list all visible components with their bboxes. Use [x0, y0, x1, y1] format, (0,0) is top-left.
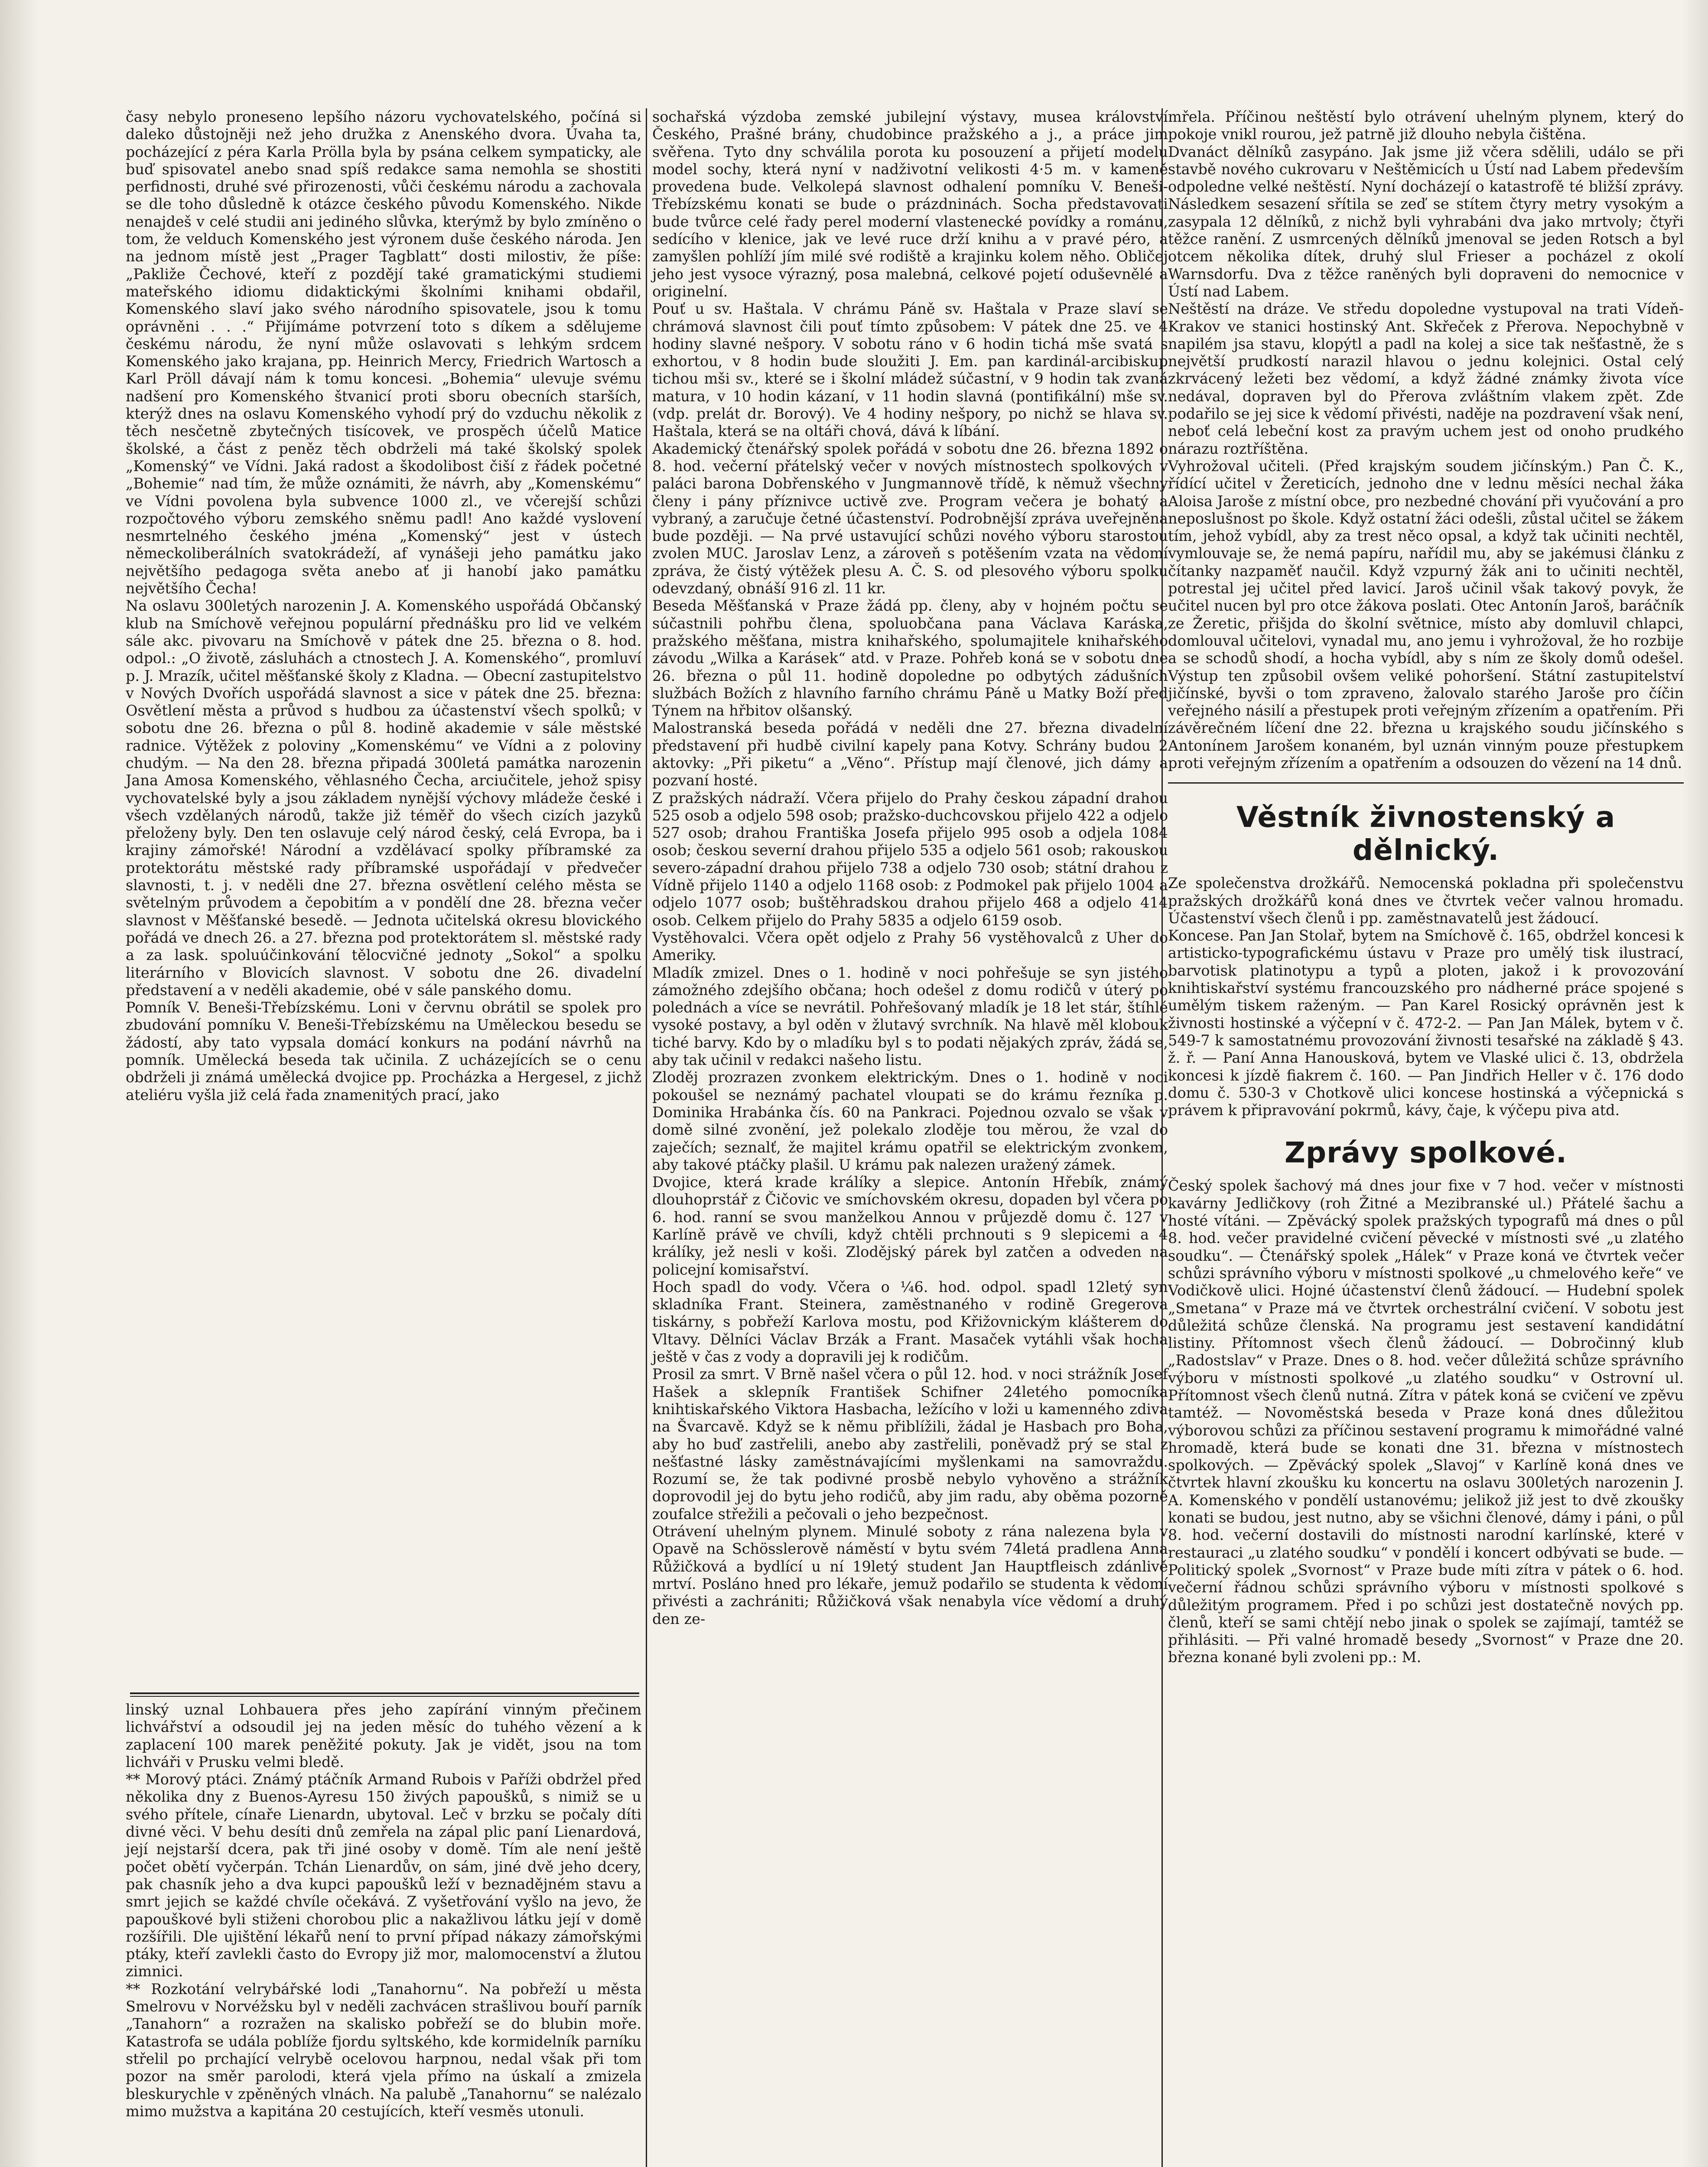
column-3 — [1168, 108, 1684, 1666]
section-heading: Věstník živnostenský a dělnický. — [1236, 800, 1616, 867]
article-text: Zloděj prozrazen zvonkem elektrickým. Dnes o 1. hodině v noci pokoušel se neznámý pachatel vloupati se do krámu řezníka p. Dominika Hrabánka čís. 60 na Pankraci. Pojednou ozvalo se však v domě silné zvonění, jež polekalo zloděje tou měrou, že vzal do zaječích; seznalť, že majitel krámu opatřil se elektrickým zvonkem, aby takové ptáčky plašil. U krámu pak nalezen uražený zámek. — [652, 1069, 1168, 1173]
article-text: časy nebylo proneseno lepšího názoru vychovatelského, počíná si daleko důstojněji než jeho družka z Anenského dvora. Úvaha ta, pocházející z péra Karla Prölla byla by psána celkem sympaticky, ale buď spisovatel anebo snad spíš redakce sama nemohla se shostiti perfidnosti, druhé své přirozenosti, vůči českému národu a zachovala se dle toho důsledně k otázce českého původu Komenského. Nikde nenajdeš v celé studii ani jediného slůvka, kterýmž by bylo zmíněno o tom, že velduch Komenského jest výronem duše českého národa. Jen na jednom místě jest „Prager Tagblatt“ dosti milostiv, že píše: „Pakliže Čechové, kteří z pozdějí také gramatickými studiemi mateřského idiomu didaktickými školními knihami obdařil, Komenského slaví jako svého národního spisovatele, jsou k tomu oprávněni . . .“ Přijímáme potvrzení toto s díkem a sdělujeme českému národu, že nyní může oslavovati s lehkým srdcem Komenského jako krajana, pp. Heinrich Mercy, Friedrich Wartosch a Karl Pröll dávají nám k tomu koncesi. „Bohemia“ ulevuje svému nadšení pro Komenského štvanicí proti sboru obecních starších, kterýž dnes na oslavu Komenského vyhodí prý do vzduchu několik z těch nesčetně zbytečných tisícovek, ve prospěch účelů Matice školské, a část z peněz těch obdrželi má také školský spolek „Komenský“ ve Vídni. Jaká radost a škodolibost čiší z řádek početné „Bohemie“ nad tím, že může oznámiti, že návrh, aby „Komenskému“ ve Vídni povolena byla subvence 1000 zl., ve včerejší schůzi rozpočtového výboru zemského sněmu padl! Ano každé vyslovení nesmrtelného českého jména „Komenský“ jest v ústech německoliberálních svatokrádeží, af vynášeji jeho památku jako největšího pedagoga světa anebo ať ji hanobí jako památku největšího Čecha! — [126, 108, 641, 597]
article-text: Pomník V. Beneši-Třebízskému. Loni v červnu obrátil se spolek pro zbudování pomníku V. Beneši-Třebízskému na Uměleckou besedu se žádostí, aby tato vypsala domácí konkurs na podání návrhů na pomník. Umělecká beseda tak učinila. Z ucházejících se o cenu obdrželi ji známá umělecká dvojice pp. Procházka a Hergesel, z jichž ateliéru vyšla již celá řada znamenitých prací, jako — [126, 999, 641, 1103]
article-text: Prosil za smrt. V Brně našel včera o půl 12. hod. v noci strážník Josef Hašek a sklepník František Schifner 24letého pomocníka knihtiskařského Viktora Hasbacha, ležícího v loži u kamenného zdiva na Švarcavě. Když se k němu přiblížili, žádal je Hasbach pro Boha, aby ho buď zastřelili, anebo aby zastřelili, poněvadž prý se stal z nešťastné lásky zaměstnávajícími myšlenkami na samovraždu. Rozumí se, že tak podivné prosbě nebylo vyhověno a strážník doprovodil jej do bytu jeho rodičů, aby jim radu, aby oběma pozorně zoufalce střežili a pečovali o jeho bezpečnost. — [652, 1366, 1168, 1523]
article-text: Dvojice, která krade králíky a slepice. Antonín Hřebík, známý dlouhoprstář z Čičovic ve smíchovském okresu, dopaden byl včera po 6. hod. ranní se svou manželkou Annou v průjezdě domu č. 127 v Karlíně právě ve chvíli, když chtěli prchnouti s 9 slepicemi a 4 králíky, jež nesli v koši. Zlodějský párek byl zatčen a odveden na policejní komisařství. — [652, 1174, 1168, 1278]
article-text: Dvanáct dělníků zasypáno. Jak jsme již včera sdělili, událo se při stavbě nového cukrovaru v Neštěmicích u Ústí nad Labem především odpoledne velké neštěstí. Nyní docházejí o katastrofě té bližší zprávy. Následkem sesazení sřítila se zeď se stítem čtyry metry vysokým a zasypala 12 dělníků, z nichž byli vyhrabáni dva jako mrtvoly; čtyři těžce ranění. Z usmrcených dělníků jmenoval se jeden Rotsch a byl otcem několika dítek, druhý slul Frieser a pocházel z okolí Warnsdorfu. Dva z těžce raněných byli dopraveni do nemocnice v Ústí nad Labem. — [1168, 143, 1684, 300]
article-text: Koncese. Pan Jan Stolař, bytem na Smíchově č. 165, obdržel koncesi k artisticko-typografickému ústavu v Praze pro umělý tisk ilustrací, barvotisk platinotypu a typů a ploten, jakož i k provozování knihtiskařství systému francouzského pro nádherné práce spojené s umělým tiskem raženým. — Pan Karel Rosický oprávněn jest k živnosti hostinské a výčepní v č. 472-2. — Pan Jan Málek, bytem v č. 549-7 k samostatnému provozování živnosti tesařské na základě § 43. ž. ř. — Paní Anna Hanousková, bytem ve Vlaské ulici č. 13, obdržela koncesi k jízdě fiakrem č. 160. — Pan Jindřich Heller v č. 176 dodo domu č. 530-3 v Chotkově ulici koncese hostinská a výčepnická s právem k připravování pokrmů, kávy, čaje, k výčepu piva atd. — [1168, 927, 1684, 1119]
article-text: Na oslavu 300letých narozenin J. A. Komenského uspořádá Občanský klub na Smíchově veřejnou populární přednášku pro lid ve velkém sále akc. pivovaru na Smíchově v pátek dne 25. března o 8. hod. odpol.: „O životě, zásluhách a ctnostech J. A. Komenského“, promluví p. J. Mrazík, učitel měšťanské školy z Kladna. — Obecní zastupitelstvo v Nových Dvořích uspořádá slavnost a sice v pátek dne 25. března: Osvětlení města a průvod s hudbou za účastenství všech spolků; v sobotu dne 26. března o půl 8. hodině akademie v sále městské radnice. Výtěžek z poloviny „Komenskému“ ve Vídni a z poloviny chudým. — Na den 28. března připadá 300letá památka narozenin Jana Amosa Komenského, věhlasného Čecha, arciučitele, jehož spisy vychovatelské byly a jsou základem nynější výchovy mládeže české i všech vzdělaných národů, takže již téměř do všech cizích jazyků přeloženy byly. Den ten oslavuje celý národ český, celá Evropa, ba i krajiny zámořské! Národní a vzdělávací spolky příbramské za protektorátu městské rady příbramské uspořádají v předvečer slavnosti, t. j. v neděli dne 27. března osvětlení celého města se světelným průvodem a čepobitím a v pondělí dne 28. března večer slavnost v Měšťanské besedě. — Jednota učitelská okresu blovického pořádá ve dnech 26. a 27. března pod protektorátem sl. městské rady a za lask. spoluúčinkování tělocvičné jednoty „Sokol“ a spolku literárního v Blovicích slavnost. V sobotu dne 26. divadelní představení a v neděli akademie, obé v sále panského domu. — [126, 597, 641, 999]
section-divider — [1168, 782, 1684, 784]
article-text: Beseda Měšťanská v Praze žádá pp. členy, aby v hojném počtu se súčastnili pohřbu člena, spoluobčana pana Václava Karáska, pražského měšťana, mistra knihařského, spolumajitele knihařského závodu „Wilka a Karásek“ atd. v Praze. Pohřeb koná se v sobotu dne 26. března o půl 11. hodině dopoledne po odbytých zádušních službách Božích z hlavního farního chrámu Páně u Matky Boží před Týnem na hřbitov olšanský. — [652, 597, 1168, 719]
section-heading: Zprávy spolkové. — [1284, 1136, 1568, 1170]
article-text: linský uznal Lohbauera přes jeho zapírání vinným přečinem lichvářství a odsoudil jej na jeden měsíc do tuhého vězení a k zaplacení 100 marek peněžité pokuty. Jak je vidět, jsou na tom lichváři v Prusku velmi bledě. — [126, 1701, 641, 1770]
article-text: ** Rozkotání velrybářské lodi „Tanahornu“. Na pobřeží u města Smelrovu v Norvéžsku byl v neděli zachvácen strašlivou bouří parník „Tanahorn“ a rozražen na skalisko pobřeží se do blubin moře. Katastrofa se udála poblíže fjordu syltského, kde kormidelník parníku střelil po prchající velrybě ocelovou harpnou, nedal však při tom pozor na směr parolodi, která vjela přímo na úskalí a zmizela bleskurychle v zpěněných vlnách. Na palubě „Tanahornu“ se nalézalo mimo mužstva a kapitána 20 cestujících, kteří vesměs utonuli. — [126, 1980, 641, 2120]
column-1 — [126, 108, 641, 1104]
column-2 — [652, 108, 1168, 1628]
article-text: Vystěhovalci. Včera opět odjelo z Prahy 56 vystěhovalců z Uher do Ameriky. — [652, 929, 1168, 964]
article-text: sochařská výzdoba zemské jubilejní výstavy, musea království Českého, Prašné brány, chudobince pražského a j., a práce jim svěřena. Tyto dny schválila porota ku posouzení a přijetí modelu model sochy, která nyní v nadživotní velikosti 4·5 m. v kameně provedena bude. Velkolepá slavnost odhalení pomníku V. Beneši-Třebízskému konati se bude o prázdninách. Socha představovati bude tvůrce celé řady perel moderní vlastenecké povídky a románu, sedícího v klenice, jak ve levé ruce drží knihu a v pravé péro, a zamyšlen pohlíží jím milé své rodiště a krajinku kolem něho. Obličej jeho jest vysoce výrazný, posa malebná, celkové pojetí oduševnělé a originelní. — [652, 108, 1168, 300]
article-text: Český spolek šachový má dnes jour fixe v 7 hod. večer v místnosti kavárny Jedličkovy (roh Žitné a Mezibranské ul.) Přátelé šachu a hosté vítáni. — Zpěvácký spolek pražských typografů má dnes o půl 8. hod. večer pravidelné cvičení pěvecké v místnosti své „u zlatého soudku“. — Čtenářský spolek „Hálek“ v Praze koná ve čtvrtek večer schůzi správního výboru v místnosti spolkové „u chmelového keře“ ve Vodičkově ulici. Hojné účastenství členů žádoucí. — Hudební spolek „Smetana“ v Praze má ve čtvrtek orchestrální cvičení. V sobotu jest důležitá schůze členská. Na programu jest sestavení kandidátní listiny. Přítomnost všech členů žádoucí. — Dobročinný klub „Radostslav“ v Praze. Dnes o 8. hod. večer důležitá schůze správního výboru v místnosti spolkové „u zlatého soudku“ v Ostrovní ul. Přítomnost všech členů nutná. Zítra v pátek koná se cvičení ve zpěvu tamtéž. — Novoměstská beseda v Praze koná dnes důležitou výborovou schůzi za příčinou sestavení programu k mimořádné valné hromadě, která bude se konati dne 31. března v místnostech spolkových. — Zpěvácký spolek „Slavoj“ v Karlíně koná dnes ve čtvrtek hlavní zkoušku ku koncertu na oslavu 300letých narozenin J. A. Komenského v pondělí ustanovému; jelikož již jest to dvě zkoušky konati se budou, jest nutno, aby se všichni členové, dámy i páni, o půl 8. hod. večerní dostavili do místnosti narodní karlínské, které v restauraci „u zlatého soudku“ v pondělí i koncert odbývati se bude. — Politický spolek „Svornost“ v Praze bude míti zítra v pátek o 6. hod. večerní řádnou schůzi správního výboru v místnosti spolkové s důležitým programem. Před i po schůzi jest dostatečně nových pp. členů, kteří se sami chtějí nebo jinak o spolek se zajímají, tamtéž se přihlásiti. — Při valné hromadě besedy „Svornost“ v Praze dne 20. března konané byli zvoleni pp.: M. — [1168, 1177, 1684, 1666]
section-divider — [130, 1692, 639, 1694]
article-text: Hoch spadl do vody. Včera o ¼6. hod. odpol. spadl 12letý syn skladníka Frant. Steinera, zaměstnaného v rodině Gregerova tiskárny, s pobřeží Karlova mostu, pod Křižovnickým klášterem do Vltavy. Dělníci Václav Brzák a Frant. Masaček vytáhli však hocha ještě v čas z vody a dopravili jej k rodičům. — [652, 1278, 1168, 1366]
article-text: Z pražských nádraží. Včera přijelo do Prahy českou západní drahou 525 osob a odjelo 598 osob; pražsko-duchcovskou přijelo 422 a odjelo 527 osob; drahou Františka Josefa přijelo 995 osob a odjela 1084 osob; českou severní drahou přijelo 535 a odjelo 561 osob; rakouskou severo-západní drahou přijelo 738 a odjelo 730 osob; státní drahou z Vídně přijelo 1140 a odjelo 1168 osob: z Podmokel pak přijelo 1004 a odjelo 1077 osob; buštěhradskou drahou přijelo 468 a odjelo 414 osob. Celkem přijelo do Prahy 5835 a odjelo 6159 osob. — [652, 789, 1168, 929]
column-1-lower — [126, 1701, 641, 2120]
article-text: Akademický čtenářský spolek pořádá v sobotu dne 26. března 1892 o 8. hod. večerní přátelský večer v nových místnostech spolkových v paláci barona Dobřenského v Jungmannově třídě, k němuž všechny členy i pány příznivce uctivě zve. Program večera je bohatý a vybraný, a zaručuje četné účastenství. Podrobnější zpráva uveřejněna bude později. — Na prvé ustavující schůzi nového výboru starostou zvolen MUC. Jaroslav Lenz, a zároveň s potěšením vzata na vědomí zpráva, že čistý výtěžek plesu A. Č. S. od plesového výboru spolku odevzdaný, obnáší 916 zl. 11 kr. — [652, 440, 1168, 597]
column-divider — [646, 108, 647, 2167]
page-edge-shadow — [0, 0, 39, 2167]
article-text: Ze společenstva drožkářů. Nemocenská pokladna při společenstvu pražských drožkářů koná dnes ve čtvrtek večer valnou hromadu. Účastenství všech členů i pp. zaměstnavatelů jest žádoucí. — [1168, 875, 1684, 927]
article-text: ** Morový ptáci. Známý ptáčník Armand Rubois v Paříži obdržel před několika dny z Buenos-Ayresu 150 živých papoušků, s nimiž se u svého přítele, cínaře Lienardn, ubytoval. Leč v brzku se počaly díti divné věci. V behu desíti dnů zemřela na zápal plic paní Lienardová, její nejstarší dcera, pak tři jiné osoby v domě. Tím ale není ještě počet obětí vyčerpán. Tchán Lienardův, on sám, jiné dvě jeho dcery, pak chasník jeho a dva kupci papoušků leží v beznadějném stavu a smrt jejich se každé chvíle očekává. Z vyšetřování vyšlo na jevo, že papouškové byli stiženi chorobou plic a nakažlivou látku její v domě rozšířili. Dle ujištění lékařů není to první případ nákazy zámořskými ptáky, kteří zavlekli často do Evropy již mor, malomocenství a žlutou zimnici. — [126, 1771, 641, 1980]
section-divider — [130, 1696, 639, 1697]
article-text: Pouť u sv. Haštala. V chrámu Páně sv. Haštala v Praze slaví se chrámová slavnost čili pouť tímto způsobem: V pátek dne 25. ve 4 hodiny slavné nešpory. V sobotu ráno v 6 hodin tichá mše svatá s exhortou, v 8 hodin bude sloužiti J. Em. pan kardinál-arcibiskup tichou mši sv., které se i školní mládež súčastní, v 9 hodin tak zvaná matura, v 10 hodin kázaní, v 11 hodin slavná (pontifikální) mše sv. (vdp. prelát dr. Borový). Ve 4 hodiny nešpory, po nichž se hlava sv. Haštala, která se na oltáři chová, dává k líbání. — [652, 300, 1168, 440]
article-text: Otrávení uhelným plynem. Minulé soboty z rána nalezena byla v Opavě na Schösslerově náměstí v bytu svém 74letá pradlena Anna Růžičková a bydlící u ní 19letý student Jan Hauptfleisch zdánlivě mrtví. Posláno hned pro lékaře, jemuž podařilo se studenta k vědomí přivésti a zachrániti; Růžičková však nenabyla více vědomí a druhý den ze- — [652, 1523, 1168, 1627]
page-edge-shadow-right — [1682, 0, 1708, 2167]
article-text: Vyhrožoval učiteli. (Před krajským soudem jičínským.) Pan Č. K., řídící učitel v Žereticích, jednoho dne v lednu měsíci nechal žáka Aloisa Jaroše z místní obce, pro nezbedné chování při vyučování a pro neposlušnost po škole. Když ostatní žáci odešli, zůstal učitel se žákem tím, jehož vybídl, aby za trest něco opsal, a když tak učiniti nechtěl, vymlouvaje se, že nemá papíru, nařídil mu, aby se jakémusi článku z čítanky nazpaměť naučil. Když vzpurný žák ani to učiniti nechtěl, potrestal jej učitel před lavicí. Jaroš učinil však takový povyk, že učitel nucen byl pro otce žákova poslati. Otec Antonín Jaroš, baráčník ze Žeretic, přišjda do školní světnice, místo aby domluvil chlapci, domlouval učitelovi, vynadal mu, ano jemu i vyhrožoval, že ho rozbije a se schodů shodí, a hocha vybídl, aby s ním ze školy domů odešel. Výstup ten způsobil ovšem veliké pohoršení. Státní zastupitelství jičínské, byvši o tom zpraveno, žalovalo starého Jaroše pro číčin veřejného násilí a přestupek proti veřejným zřízením a opatřením. Při závěrečném líčení dne 22. března u krajského soudu jičínského s Antonínem Jarošem konaném, byl uznán vinným pouze přestupkem proti veřejným zřízením a opatřením a odsouzen do vězení na 14 dnů. — [1168, 457, 1684, 771]
article-text: Malostranská beseda pořádá v neděli dne 27. března divadelní představení při hudbě civilní kapely pana Kotvy. Schrány budou 2 aktovky: „Při piketu“ a „Věno“. Přístup mají členové, jich dámy a pozvaní hosté. — [652, 719, 1168, 789]
article-text: Neštěstí na dráze. Ve středu dopoledne vystupoval na trati Vídeň-Krakov ve stanici hostinský Ant. Skřeček z Přerova. Nepochybně v napilém jsa stavu, klopýtl a padl na kolej a sice tak nešťastně, že s největší prudkostí narazil hlavou o jednu kolejnici. Ostal celý zkrvácený ležeti bez vědomí, a když žádné známky života více nedával, dopraven byl do Přerova zvláštním vlakem zpět. Zde podařilo se jej sice k vědomí přivésti, naděje na pozdravení však není, neboť celá lebeční kost za pravým uchem jest od onoho prudkého nárazu roztříštěna. — [1168, 300, 1684, 457]
article-text: mřela. Příčinou neštěstí bylo otrávení uhelným plynem, který do pokoje vnikl rourou, jež patrně již dlouho nebyla čištěna. — [1168, 108, 1684, 143]
article-text: Mladík zmizel. Dnes o 1. hodině v noci pohřešuje se syn jistého zámožného zdejšího občana; hoch odešel z domu rodičů v úterý po polednách a více se nevrátil. Pohřešovaný mladík je 18 let stár, štíhlé vysoké postavy, a byl oděn v žlutavý svrchník. Na hlavě měl klobouk tiché barvy. Kdo by o mladíku byl s to podati nějakých zpráv, žádá se, aby tak učinil v redakci našeho listu. — [652, 964, 1168, 1069]
